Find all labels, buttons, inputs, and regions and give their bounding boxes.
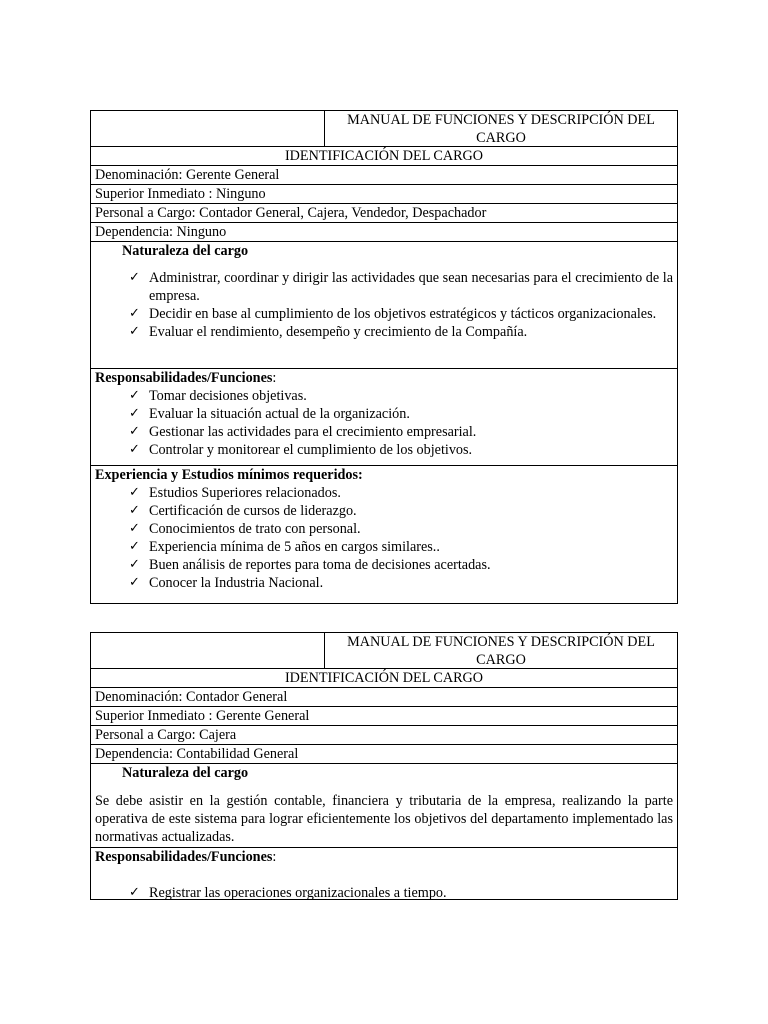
list-item: ✓ Certificación de cursos de liderazgo.: [129, 503, 357, 519]
check-icon: ✓: [129, 521, 140, 536]
naturaleza-list: [95, 269, 673, 341]
manual-title: MANUAL DE FUNCIONES Y DESCRIPCIÓN DEL CARGO: [347, 112, 655, 146]
list-item: ✓ Registrar las operaciones organizacionales a tiempo.: [129, 885, 447, 901]
list-item: ✓ Gestionar las actividades para el crecimiento empresarial.: [129, 424, 477, 440]
experiencia-list: [95, 484, 673, 592]
list-item: ✓ Decidir en base al cumplimiento de los objetivos estratégicos y tácticos organizacionales.: [129, 306, 657, 322]
personal-field: Personal a Cargo: Contador General, Cajera, Vendedor, Despachador: [91, 204, 677, 223]
list-item: ✓ Tomar decisiones objetivas.: [129, 388, 307, 404]
naturaleza-title: Naturaleza del cargo: [122, 243, 249, 259]
denominacion-field: Denominación: Gerente General: [91, 166, 677, 185]
list-item: ✓ Evaluar la situación actual de la organización.: [129, 406, 410, 422]
superior-field: Superior Inmediato : Gerente General: [91, 707, 677, 726]
dependencia-field: Dependencia: Contabilidad General: [91, 745, 677, 764]
check-icon: ✓: [129, 557, 140, 572]
responsabilidades-section: [91, 848, 677, 906]
list-item: ✓ Controlar y monitorear el cumplimiento de los objetivos.: [129, 442, 473, 458]
check-icon: ✓: [129, 539, 140, 554]
manual-title: MANUAL DE FUNCIONES Y DESCRIPCIÓN DEL CARGO: [347, 634, 655, 668]
check-icon: ✓: [129, 442, 140, 457]
header-blank-cell: [91, 633, 325, 668]
table-header-row: [91, 111, 677, 147]
responsabilidades-section: [91, 369, 677, 466]
naturaleza-title: Naturaleza del cargo: [122, 765, 249, 781]
check-icon: ✓: [129, 503, 140, 518]
list-item: ✓ Administrar, coordinar y dirigir las actividades que sean necesarias para el crecimiento de la empresa.: [129, 270, 673, 304]
list-item: ✓ Experiencia mínima de 5 años en cargos similares..: [129, 539, 440, 555]
check-icon: ✓: [129, 306, 140, 321]
naturaleza-paragraph: Se debe asistir en la gestión contable, financiera y tributaria de la empresa, realizando la parte operativa de este sistema para lograr eficientemente los objetivos del departamento implementado las normativas actualizadas.: [95, 793, 673, 845]
job-description-table-contador: [90, 632, 678, 900]
list-item: ✓ Estudios Superiores relacionados.: [129, 485, 341, 501]
superior-field: Superior Inmediato : Ninguno: [91, 185, 677, 204]
responsabilidades-list: [95, 884, 673, 902]
job-description-table-gerente: [90, 110, 678, 604]
check-icon: ✓: [129, 406, 140, 421]
check-icon: ✓: [129, 324, 140, 339]
check-icon: ✓: [129, 885, 140, 900]
dependencia-field: Dependencia: Ninguno: [91, 223, 677, 242]
header-blank-cell: [91, 111, 325, 146]
check-icon: ✓: [129, 485, 140, 500]
denominacion-field: Denominación: Contador General: [91, 688, 677, 707]
list-item: ✓ Conocer la Industria Nacional.: [129, 575, 324, 591]
list-item: ✓ Buen análisis de reportes para toma de decisiones acertadas.: [129, 557, 491, 573]
check-icon: ✓: [129, 270, 140, 285]
identification-heading: IDENTIFICACIÓN DEL CARGO: [91, 147, 677, 166]
check-icon: ✓: [129, 388, 140, 403]
experiencia-section: [91, 466, 677, 596]
identification-heading: IDENTIFICACIÓN DEL CARGO: [91, 669, 677, 688]
naturaleza-section: [91, 764, 677, 848]
personal-field: Personal a Cargo: Cajera: [91, 726, 677, 745]
list-item: ✓ Conocimientos de trato con personal.: [129, 521, 361, 537]
responsabilidades-title: Responsabilidades/Funciones:: [95, 849, 277, 865]
check-icon: ✓: [129, 424, 140, 439]
responsabilidades-title: Responsabilidades/Funciones:: [95, 370, 277, 386]
experiencia-title: Experiencia y Estudios mínimos requeridos:: [95, 467, 363, 483]
check-icon: ✓: [129, 575, 140, 590]
naturaleza-section: [91, 242, 677, 369]
responsabilidades-list: [95, 387, 673, 459]
list-item: ✓ Evaluar el rendimiento, desempeño y crecimiento de la Compañía.: [129, 324, 528, 340]
table-header-row: [91, 633, 677, 669]
